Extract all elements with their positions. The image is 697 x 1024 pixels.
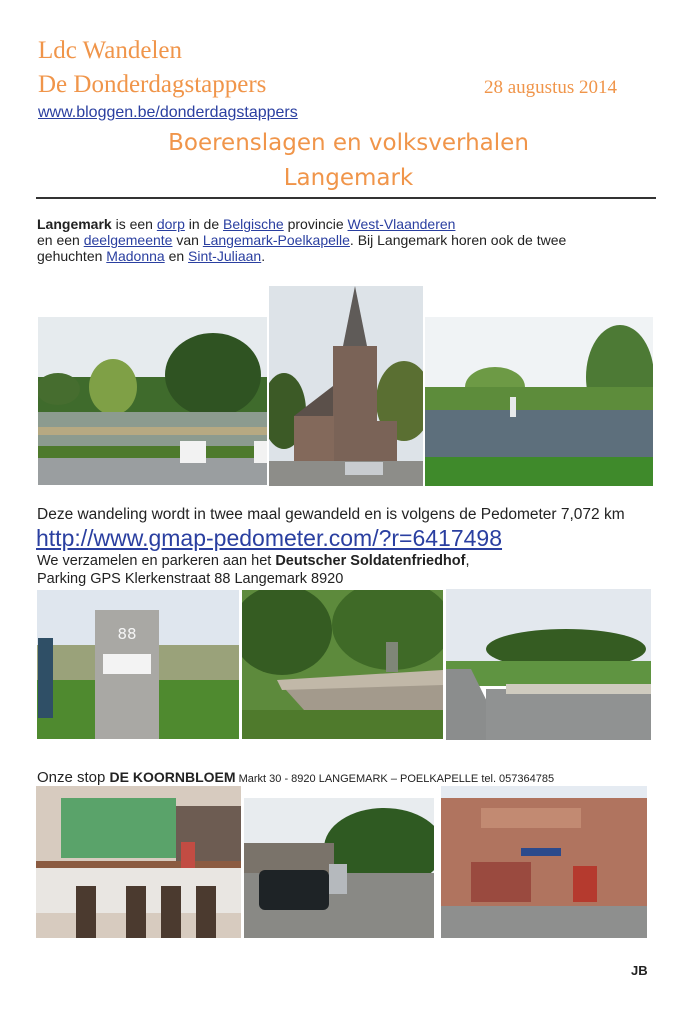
- link-sint-juliaan[interactable]: Sint-Juliaan: [188, 248, 262, 264]
- photo-cemetery-wall: [242, 590, 443, 739]
- photo-pond-with-willows: [38, 317, 267, 485]
- intro-text: en: [164, 248, 189, 264]
- photo-cafe-exterior: [441, 786, 647, 938]
- intro-text: van: [172, 232, 203, 248]
- document-date: 28 augustus 2014: [484, 77, 617, 98]
- stop-name: DE KOORNBLOEM: [109, 769, 236, 785]
- intro-line-3: [37, 248, 657, 264]
- photo-signpost-88: [37, 590, 239, 739]
- stop-info: [37, 768, 554, 788]
- photo-market-square: [244, 798, 434, 938]
- parking-info: Parking GPS Klerkenstraat 88 Langemark 8920: [37, 571, 344, 587]
- intro-text: provincie: [283, 216, 348, 232]
- intro-text: . Bij Langemark horen ook de twee: [349, 232, 567, 248]
- meet-suffix: ,: [465, 553, 470, 569]
- header-divider: [36, 197, 656, 199]
- photo-pond-with-fountain: [425, 317, 653, 486]
- stop-address: Markt 30 - 8920 LANGEMARK – POELKAPELLE tel. 057364785: [235, 773, 555, 785]
- stop-prefix: Onze stop: [37, 769, 110, 786]
- link-west-vlaanderen[interactable]: West-Vlaanderen: [347, 216, 456, 232]
- link-dorp[interactable]: dorp: [156, 216, 185, 232]
- pedometer-link[interactable]: http://www.gmap-pedometer.com/?r=6417498: [36, 525, 503, 551]
- author-initials: JB: [631, 963, 648, 978]
- org-name-line2: De Donderdagstappers: [38, 71, 267, 98]
- page-title: Boerenslagen en volksverhalen: [168, 130, 529, 156]
- photo-parking-road: [446, 589, 651, 740]
- link-madonna[interactable]: Madonna: [106, 248, 165, 264]
- intro-text: is een: [111, 216, 157, 232]
- intro-text: gehuchten: [37, 248, 107, 264]
- intro-line-1: [37, 216, 657, 232]
- walk-description: Deze wandeling wordt in twee maal gewandeld en is volgens de Pedometer 7,072 km: [37, 506, 625, 523]
- link-langemark-poelkapelle[interactable]: Langemark-Poelkapelle: [202, 232, 350, 248]
- org-name-line1: Ldc Wandelen: [38, 37, 182, 64]
- page-subtitle: Langemark: [283, 165, 414, 191]
- photo-church: [269, 286, 423, 486]
- intro-text: en een: [37, 232, 84, 248]
- meeting-point: [37, 553, 470, 570]
- meet-prefix: We verzamelen en parkeren aan het: [37, 553, 276, 569]
- intro-paragraph: [37, 216, 657, 264]
- photo-cafe-interior: [36, 786, 241, 938]
- intro-line-2: [37, 232, 657, 248]
- place-name: Langemark: [37, 216, 112, 232]
- blog-link[interactable]: www.bloggen.be/donderdagstappers: [38, 104, 298, 121]
- intro-text: in de: [184, 216, 224, 232]
- meet-place: Deutscher Soldatenfriedhof: [275, 553, 466, 569]
- intro-text: .: [261, 248, 266, 264]
- signpost-number: 88: [117, 625, 137, 643]
- link-deelgemeente[interactable]: deelgemeente: [83, 232, 173, 248]
- link-belgische[interactable]: Belgische: [223, 216, 284, 232]
